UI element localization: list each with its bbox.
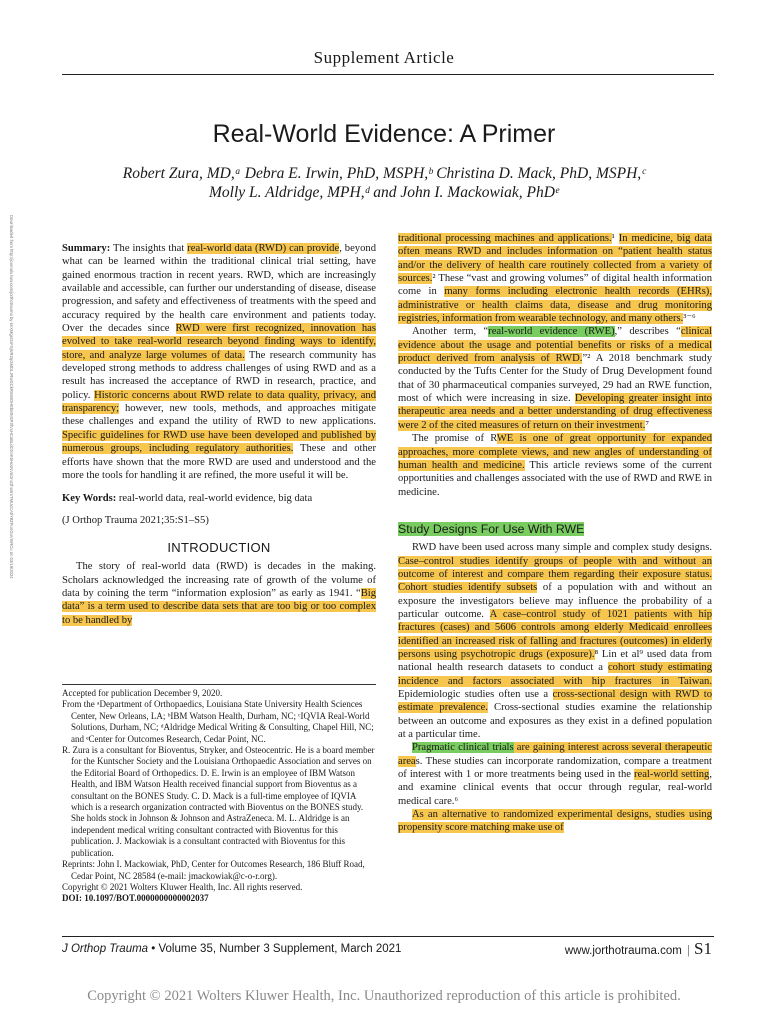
highlight: cross-sectional design with RWD to estimate prevalence. — [398, 689, 712, 714]
author-line-1: Robert Zura, MD,ᵃ Debra E. Irwin, PhD, MSPH,ᵇ Christina D. Mack, PhD, MSPH,ᶜ — [122, 165, 646, 182]
highlight: In medicine, big data often means RWD and includes information on “patient health status and/or the delivery of health care routinely collected from a variety of sources. — [398, 233, 712, 285]
highlight: As an alternative to — [412, 809, 504, 821]
footnote-copyright: Copyright © 2021 Wolters Kluwer Health, Inc. All rights reserved. — [62, 881, 303, 892]
highlight: Specific guidelines for RWD use have been developed and published by numerous groups, including regulatory authorities. — [62, 429, 376, 455]
highlight: cohort study estimating incidence and factors associated with hip fractures in Taiwan. — [398, 662, 713, 687]
footnote-doi: DOI: 10.1097/BOT.0000000000002037 — [62, 893, 209, 904]
journal-citation: (J Orthop Trauma 2021;35:S1–S5) — [62, 514, 209, 526]
footnote-disclosure: R. Zura is a consultant for Bioventus, Stryker, and Osteocentric. He is a board member for the Kuntscher Society and the Louisiana Orthopaedic Association and serves on the Editorial Board of Orthopedics. D. E. Irwin is an employee of IBM Watson Health, and IBM Watson Health received financial support from Bioventus as a consultant on the BONES Study. C. D. Mack is a full-time employee of IQVIA which is a research organization contracted with Bioventus on the BONES study. She holds stock in Johnson & Johnson and AstraZeneca. M. L. Aldridge is an independent medical writing consultant contracted with Bioventus for this publication. J. Mackowiak is a consultant contracted with Bioventus for this publication. — [62, 745, 375, 858]
highlight: are gaining interest across several therapeutic area — [398, 742, 712, 767]
footnote-affiliations: From the ᵃDepartment of Orthopaedics, Louisiana State University Health Sciences Center, New Orleans, LA; ᵇIBM Watson Health, Durham, NC; ᶜIQVIA Real-World Solutions, Durham, NC; ᵈAldridge Medical Writing & Consulting, Chapel Hill, NC; and ᵉCenter for Outcomes Research, Cedar Point, NC. — [62, 699, 374, 744]
footer-rule — [62, 936, 714, 937]
footer-journal-name: J Orthop Trauma — [62, 943, 149, 955]
summary-label: Summary: — [62, 243, 111, 254]
highlight: randomized experimental designs, studies using propensity score matching make use of — [398, 809, 712, 834]
footnote-accepted: Accepted for publication December 9, 2020. — [62, 688, 223, 698]
highlight: many forms including electronic health records (EHRs), administrative or health claims data, disease and drug monitoring registries, information from wearable technology, and many others. — [398, 286, 712, 325]
paragraph: traditional processing machines and applications.¹ In medicine, big data often means RWD and includes information on “patient health status and/or the delivery of health care routinely collected from a variety of sources.² These “vast and growing volumes” of digital health information come in many forms including electronic health records (EHRs), administrative or health claims data, disease and drug monitoring registries, information from wearable technology, and many others.³⁻⁶ — [398, 233, 712, 325]
section-heading-introduction: INTRODUCTION — [167, 539, 271, 555]
highlight: traditional processing machines and applications. — [398, 233, 612, 244]
highlight: clinical evidence about the usage and potential benefits or risks of a medical product derived from analysis of RWD. — [398, 326, 712, 365]
highlight: A case–control study of 1021 patients with hip fractures (cases) and 5606 controls among elderly Medicaid enrollees identified an increased risk of falling and fractures (outcomes) in elderly persons using psychotropic drugs (exposure). — [398, 608, 712, 660]
left-column — [62, 242, 376, 627]
highlight: Cohort studies identify subsets — [398, 582, 538, 594]
intro-paragraph: The story of real-world data (RWD) is decades in the making. Scholars acknowledged the increasing rate of growth of the volume of data by coining the term “information explosion” as early as 1941. “Big data” is a term used to describe data sets that are too big or too complex to be handled by — [62, 561, 376, 626]
paragraph: Another term, “real-world evidence (RWE),” describes “clinical evidence about the usage and potential benefits or risks of a medical product derived from analysis of RWD.”² A 2018 benchmark study conducted by the Tufts Center for the Study of Drug Development found that of 30 pharmaceutical companies surveyed, 29 had an RWE function, most of which were increasing in size. Developing greater insight into therapeutic area needs and a better understanding of drug effectiveness were 2 of the cited measures of return on their investment.⁷ — [398, 326, 712, 431]
paragraph: RWD have been used across many simple and complex study designs. Case–control studies identify groups of people with and without an outcome of interest and compare them regarding their exposure status. Cohort studies identify subsets of a population with and without an exposure the investigators believe may influence the probability of a particular outcome. A case–control study of 1021 patients with hip fractures (cases) and 5606 controls among elderly Medicaid enrollees identified an increased risk of falling and fractures (outcomes) in elderly persons using psychotropic drugs (exposure).⁸ Lin et al⁹ used data from national health research datasets to conduct a cohort study estimating incidence and factors associated with hip fractures in Taiwan. Epidemiologic studies often use a cross-sectional design with RWD to estimate prevalence. Cross-sectional studies examine the relationship between an outcome and exposures as they exist in a defined population at a particular time. — [398, 542, 713, 741]
highlight: WE is one of great opportunity for expanded approaches, more complete views, and new angles of understanding of human health and medicine. — [398, 433, 713, 471]
footer-issue: • Volume 35, Number 3 Supplement, March 2021 — [148, 943, 402, 955]
highlight: Developing greater insight into therapeutic area needs and a better understanding of drug effectiveness were 2 of the cited measures of return on their investment. — [398, 393, 712, 431]
highlight-green: Pragmatic clinical trials — [412, 742, 514, 754]
highlight: Historic concerns about RWD relate to data quality, privacy, and transparency; — [62, 389, 376, 415]
highlight-green: real-world evidence (RWE) — [488, 326, 615, 338]
highlight-green: Study Designs For Use With RWE — [398, 521, 585, 536]
section-heading-study-designs — [398, 523, 712, 536]
highlight: real-world setting — [633, 769, 710, 781]
highlight: Case–control studies identify groups of people with and without an outcome of interest and compare them regarding their exposure status. — [398, 555, 712, 580]
footnote-rule — [62, 684, 376, 685]
highlight: RWD were first recognized, innovation has evolved to take real-world research beyond finding ways to identify, store, and analyze large volumes of data. — [62, 323, 376, 361]
article-title: Real-World Evidence: A Primer — [212, 120, 556, 148]
download-sidebar-text: Downloaded from http://journals.lww.com/jorthotrauma by 6nXMgsOxFSjNR2qGMDLJRwGCkRmMOHEbMNSP3fVxHCaBLdOXnK0HcsNVoOn42hu6rsTMUcCAtlY8ZFuXGuVmRCu on 03/19/2024 — [9, 215, 14, 579]
highlight: Big data” is a term used to describe data sets that are too big or too complex to be handled by — [62, 587, 376, 626]
keywords-label: Key Words: — [62, 493, 117, 505]
footer-right — [565, 939, 712, 959]
footer-separator: | — [687, 945, 691, 957]
right-column — [398, 232, 712, 835]
paragraph: The promise of RWE is one of great opportunity for expanded approaches, more complete views, and new angles of understanding of human health and medicine. This article reviews some of the current opportunities and challenges associated with the use of RWD and RWE in medicine. — [398, 433, 713, 498]
copyright-banner: Copyright © 2021 Wolters Kluwer Health, Inc. Unauthorized reproduction of this article is prohibited. — [87, 988, 681, 1004]
page-number: S1 — [694, 939, 712, 958]
paragraph: Pragmatic clinical trials are gaining interest across several therapeutic areas. These studies can incorporate randomization, compare a treatment of interest with 1 or more treatments being used in the real-world setting, and examine clinical events that occur through regular, real-world medical care.⁶ — [398, 742, 713, 807]
footnote-reprints: Reprints: John I. Mackowiak, PhD, Center for Outcomes Research, 186 Bluff Road, Cedar Point, NC 28584 (e-mail: jmackowiak@c-o-r.org). — [62, 859, 365, 881]
footer-journal-info — [62, 943, 401, 955]
footer-url[interactable]: www.jorthotrauma.com — [564, 945, 682, 957]
summary-paragraph: Summary: The insights that real-world data (RWD) can provide, beyond what can be learned within the traditional clinical trial setting, have gained enormous traction in recent years. RWD, which are increasingly available and accessible, can further our understanding of disease, disease progression, and safety and effectiveness of treatments with the speed and accuracy required by the health care environment and patients today. Over the decades since RWD were first recognized, innovation has evolved to take real-world research beyond finding ways to identify, store, and analyze large volumes of data. The research community has developed strong methods to address challenges of using RWD and as a result has increased the acceptance of RWD in research, practice, and policy. Historic concerns about RWD relate to data quality, privacy, and transparency; however, new tools, methods, and approaches mitigate these challenges and expand the utility of RWD to new applications. Specific guidelines for RWD use have been developed and published by numerous groups, including regulatory authorities. These and other efforts have shown that the more RWD are used and understood and the more the tools for handling it are refined, the more useful it will be. — [62, 243, 376, 481]
footnotes — [62, 688, 376, 905]
section-header: Supplement Article — [313, 48, 455, 67]
author-line-2: Molly L. Aldridge, MPH,ᵈ and John I. Mackowiak, PhDᵉ — [209, 184, 559, 201]
header-rule — [62, 74, 714, 75]
highlight: real-world data (RWD) can provide — [187, 243, 340, 254]
author-list — [0, 164, 768, 202]
paragraph — [398, 808, 712, 835]
keywords: Key Words: real-world data, real-world evidence, big data — [62, 493, 313, 505]
